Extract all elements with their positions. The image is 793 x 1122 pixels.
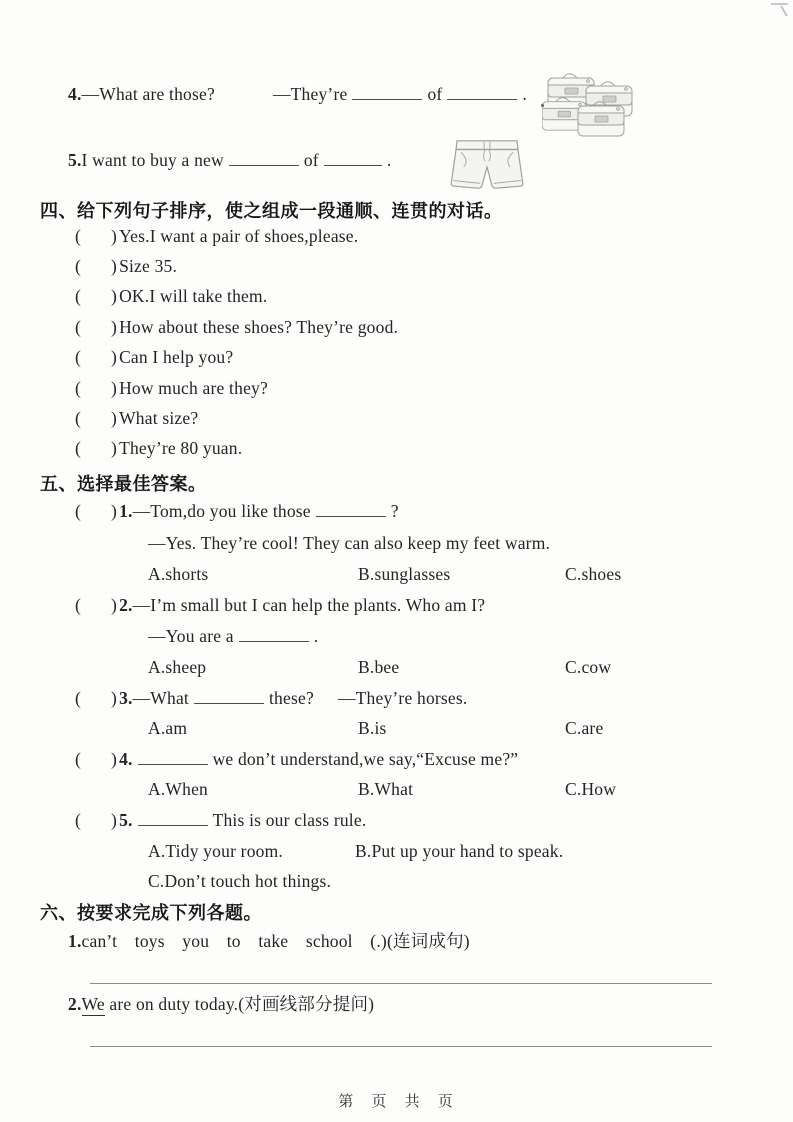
paren-close: )	[111, 286, 118, 306]
scan-speck	[541, 104, 544, 107]
stem-text: —You are a	[148, 626, 234, 646]
answer-blank	[239, 628, 309, 642]
answer-writing-line	[90, 1046, 712, 1047]
stem-text: —What	[132, 688, 189, 708]
paren-close: )	[111, 256, 118, 276]
item-number: 1.	[68, 931, 82, 951]
question-5-text: I want to buy a new	[81, 150, 224, 170]
answer-blank	[447, 86, 517, 100]
stem-text: .	[313, 626, 319, 646]
question-number: 1.	[119, 501, 133, 521]
answer-blank	[138, 812, 208, 826]
option-b: B.What	[358, 779, 414, 799]
answer-blank	[138, 751, 208, 765]
paren-open: (	[75, 810, 82, 830]
paren-close: )	[111, 501, 118, 521]
scrambled-words: can’t toys you to take school (.)(连词成句)	[81, 931, 470, 951]
sequencing-item	[75, 378, 268, 398]
sequencing-item	[75, 286, 267, 306]
stem-text: these?	[269, 688, 314, 708]
underlined-word: We	[82, 994, 105, 1016]
paren-close: )	[111, 347, 118, 367]
paren-close: )	[111, 408, 118, 428]
option-a: A.am	[148, 718, 188, 738]
question-4-row	[68, 84, 527, 104]
scan-corner-mark	[770, 2, 790, 18]
stem-text: —I’m small but I can help the plants. Who am I?	[132, 595, 486, 615]
question-number: 5.	[119, 810, 133, 830]
sequencing-item-text: Size 35.	[119, 256, 178, 276]
choice-question-1-line2: —Yes. They’re cool! They can also keep my feet warm.	[148, 533, 551, 553]
item-number: 2.	[68, 994, 82, 1014]
option-a: A.sheep	[148, 657, 207, 677]
sequencing-item	[75, 226, 358, 246]
paren-open: (	[75, 749, 82, 769]
paren-open: (	[75, 317, 82, 337]
rewrite-item-1	[68, 931, 470, 951]
question-number: 3.	[119, 688, 133, 708]
option-b: B.is	[358, 718, 387, 738]
answer-blank	[194, 690, 264, 704]
paren-close: )	[111, 595, 118, 615]
option-b: B.Put up your hand to speak.	[355, 841, 564, 861]
rewrite-item-2	[68, 994, 374, 1016]
question-5-period: .	[386, 150, 392, 170]
sequencing-item-text: What size?	[119, 408, 199, 428]
answer-writing-line	[90, 983, 712, 984]
option-c: C.shoes	[565, 564, 622, 584]
section-six-title: 六、按要求完成下列各题。	[40, 903, 262, 923]
option-a: A.shorts	[148, 564, 209, 584]
stem-text: —They’re horses.	[337, 688, 468, 708]
question-5-number: 5.	[68, 150, 82, 170]
paren-open: (	[75, 378, 82, 398]
stem-text: This is our class rule.	[212, 810, 367, 830]
sequencing-item-text: Can I help you?	[119, 347, 234, 367]
paren-open: (	[75, 501, 82, 521]
stem-text: —Tom,do you like those	[132, 501, 311, 521]
option-c: C.How	[565, 779, 617, 799]
option-b: B.sunglasses	[358, 564, 451, 584]
sequencing-item-text: How about these shoes? They’re good.	[119, 317, 399, 337]
sequencing-item-text: How much are they?	[119, 378, 268, 398]
sequencing-item	[75, 347, 233, 367]
choice-question-4-stem	[75, 749, 518, 769]
question-number: 4.	[119, 749, 133, 769]
choice-question-1-stem	[75, 501, 399, 521]
answer-blank	[352, 86, 422, 100]
paren-open: (	[75, 347, 82, 367]
choice-question-2-line2	[148, 626, 318, 646]
sequencing-item	[75, 408, 198, 428]
paren-close: )	[111, 378, 118, 398]
option-a: A.Tidy your room.	[148, 841, 283, 861]
question-5-of: of	[303, 150, 319, 170]
sequencing-item	[75, 256, 177, 276]
question-5-row	[68, 150, 391, 170]
option-a: A.When	[148, 779, 208, 799]
sentence-rest: are on duty today.(对画线部分提问)	[109, 994, 375, 1014]
paren-open: (	[75, 438, 82, 458]
page-footer: 第 页 共 页	[338, 1093, 455, 1110]
paren-close: )	[111, 438, 118, 458]
question-4-period: .	[522, 84, 527, 104]
paren-open: (	[75, 286, 82, 306]
paren-open: (	[75, 688, 82, 708]
option-c: C.Don’t touch hot things.	[148, 871, 332, 891]
question-4-of: of	[427, 84, 443, 104]
stem-text: we don’t understand,we say,“Excuse me?”	[212, 749, 519, 769]
paren-close: )	[111, 688, 118, 708]
stem-text: ?	[390, 501, 399, 521]
option-c: C.cow	[565, 657, 612, 677]
question-4-number: 4.	[68, 84, 82, 104]
answer-blank	[324, 152, 382, 166]
paren-open: (	[75, 595, 82, 615]
choice-question-5-stem	[75, 810, 366, 830]
paren-open: (	[75, 226, 82, 246]
paren-close: )	[111, 810, 118, 830]
sequencing-item-text: Yes.I want a pair of shoes,please.	[119, 226, 359, 246]
question-number: 2.	[119, 595, 133, 615]
paren-open: (	[75, 256, 82, 276]
question-4-answer-pre: —They’re	[272, 84, 348, 104]
sequencing-item	[75, 317, 398, 337]
sequencing-item	[75, 438, 242, 458]
paren-close: )	[111, 317, 118, 337]
schoolbags-image	[542, 72, 637, 138]
option-b: B.bee	[358, 657, 400, 677]
section-five-title: 五、选择最佳答案。	[40, 474, 207, 494]
answer-blank	[229, 152, 299, 166]
choice-question-3-stem	[75, 688, 467, 708]
section-four-title: 四、给下列句子排序，使之组成一段通顺、连贯的对话。	[40, 201, 503, 221]
question-4-text: —What are those?	[81, 84, 215, 104]
sequencing-item-text: They’re 80 yuan.	[119, 438, 243, 458]
paren-close: )	[111, 226, 118, 246]
paren-open: (	[75, 408, 82, 428]
paren-close: )	[111, 749, 118, 769]
sequencing-item-text: OK.I will take them.	[119, 286, 268, 306]
shorts-image	[449, 135, 525, 195]
answer-blank	[316, 503, 386, 517]
option-c: C.are	[565, 718, 604, 738]
choice-question-2-stem	[75, 595, 485, 615]
